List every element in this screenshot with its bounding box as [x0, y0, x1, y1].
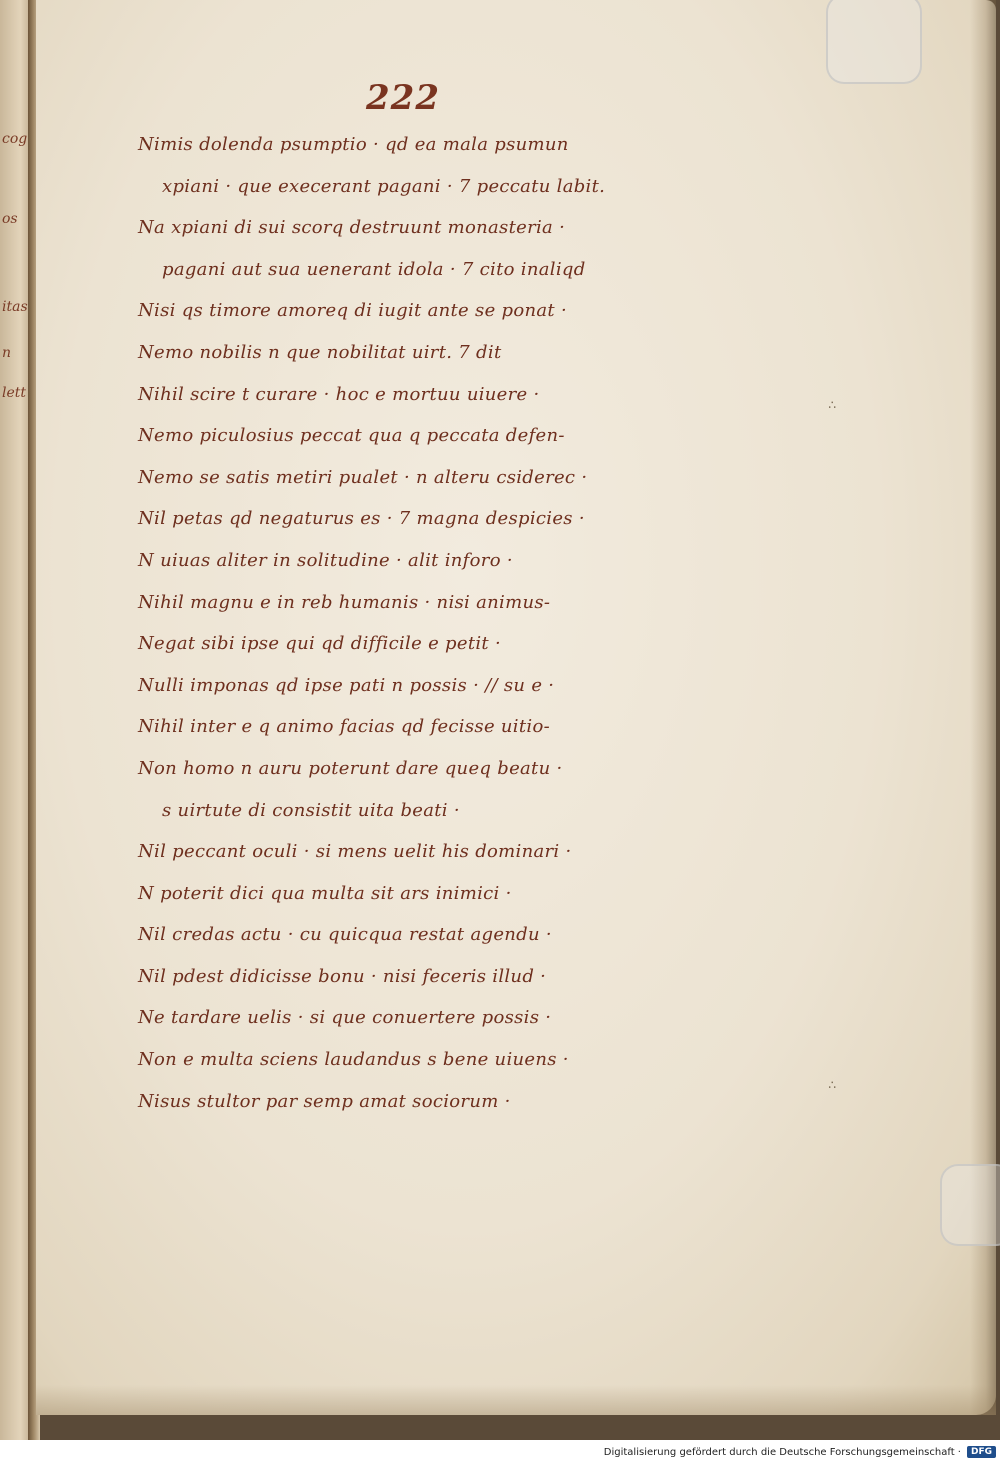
manuscript-line: Non homo n auru poterunt dare queq beatu ·	[138, 757, 563, 779]
left-margin-fragment: n	[2, 345, 12, 361]
manuscript-line: s uirtute di consistit uita beati ·	[162, 799, 460, 821]
manuscript-line: Nemo se satis metiri pualet · n alteru csiderec ·	[138, 466, 588, 488]
archival-clip-top	[826, 0, 922, 84]
left-margin-fragment: cog	[2, 131, 28, 147]
page-bottom-shadow	[36, 1385, 996, 1415]
left-margin-fragment: itas	[2, 299, 28, 315]
digitization-footer	[0, 1440, 1000, 1464]
manuscript-line: Na xpiani di sui scorq destruunt monasteria ·	[138, 217, 566, 239]
manuscript-text-block	[138, 124, 858, 1122]
manuscript-line: Non e multa sciens laudandus s bene uiuens ·	[138, 1049, 569, 1071]
manuscript-line: Nil peccant oculi · si mens uelit his dominari ·	[138, 841, 572, 863]
manuscript-line: Nisi qs timore amoreq di iugit ante se ponat ·	[138, 300, 568, 322]
manuscript-line: Nihil magnu e in reb humanis · nisi animus-	[138, 591, 551, 613]
margin-dots: ∴	[828, 1078, 836, 1092]
left-margin-fragment: lett	[2, 385, 27, 401]
manuscript-line: Nihil scire t curare · hoc e mortuu uiuere ·	[138, 383, 540, 405]
dfg-credit-text: Digitalisierung gefördert durch die Deutsche Forschungsgemeinschaft ·	[603, 1446, 961, 1458]
margin-dots: ∴	[828, 398, 836, 412]
manuscript-line: Nil credas actu · cu quicqua restat agendu ·	[138, 924, 552, 946]
manuscript-line: Nil petas qd negaturus es · 7 magna despicies ·	[138, 508, 585, 530]
manuscript-line: Nulli imponas qd ipse pati n possis · // su e ·	[138, 674, 555, 696]
manuscript-line: Negat sibi ipse qui qd difficile e petit ·	[138, 633, 502, 655]
manuscript-line: Nil pdest didicisse bonu · nisi feceris illud ·	[138, 965, 547, 987]
folio-number: 222	[366, 78, 440, 118]
manuscript-line: N poterit dici qua multa sit ars inimici ·	[138, 882, 512, 904]
dfg-logo: DFG	[967, 1446, 996, 1458]
manuscript-line: Nemo nobilis n que nobilitat uirt. 7 dit	[138, 341, 502, 363]
manuscript-line: Ne tardare uelis · si que conuertere possis ·	[138, 1007, 552, 1029]
manuscript-line: Nisus stultor par semp amat sociorum ·	[138, 1090, 511, 1112]
parchment-page	[36, 0, 996, 1415]
left-margin-fragment: os	[2, 211, 18, 227]
manuscript-line: Nimis dolenda psumptio · qd ea mala psumun	[138, 134, 569, 155]
manuscript-line: pagani aut sua uenerant idola · 7 cito inaliqd	[162, 258, 586, 280]
manuscript-line: Nihil inter e q animo facias qd fecisse uitio-	[138, 716, 550, 738]
manuscript-line: xpiani · que execerant pagani · 7 peccatu labit.	[162, 175, 606, 197]
archival-clip-side	[940, 1164, 1000, 1246]
manuscript-line: N uiuas aliter in solitudine · alit inforo ·	[138, 549, 513, 571]
manuscript-line: Nemo piculosius peccat qua q peccata defen-	[138, 425, 565, 447]
